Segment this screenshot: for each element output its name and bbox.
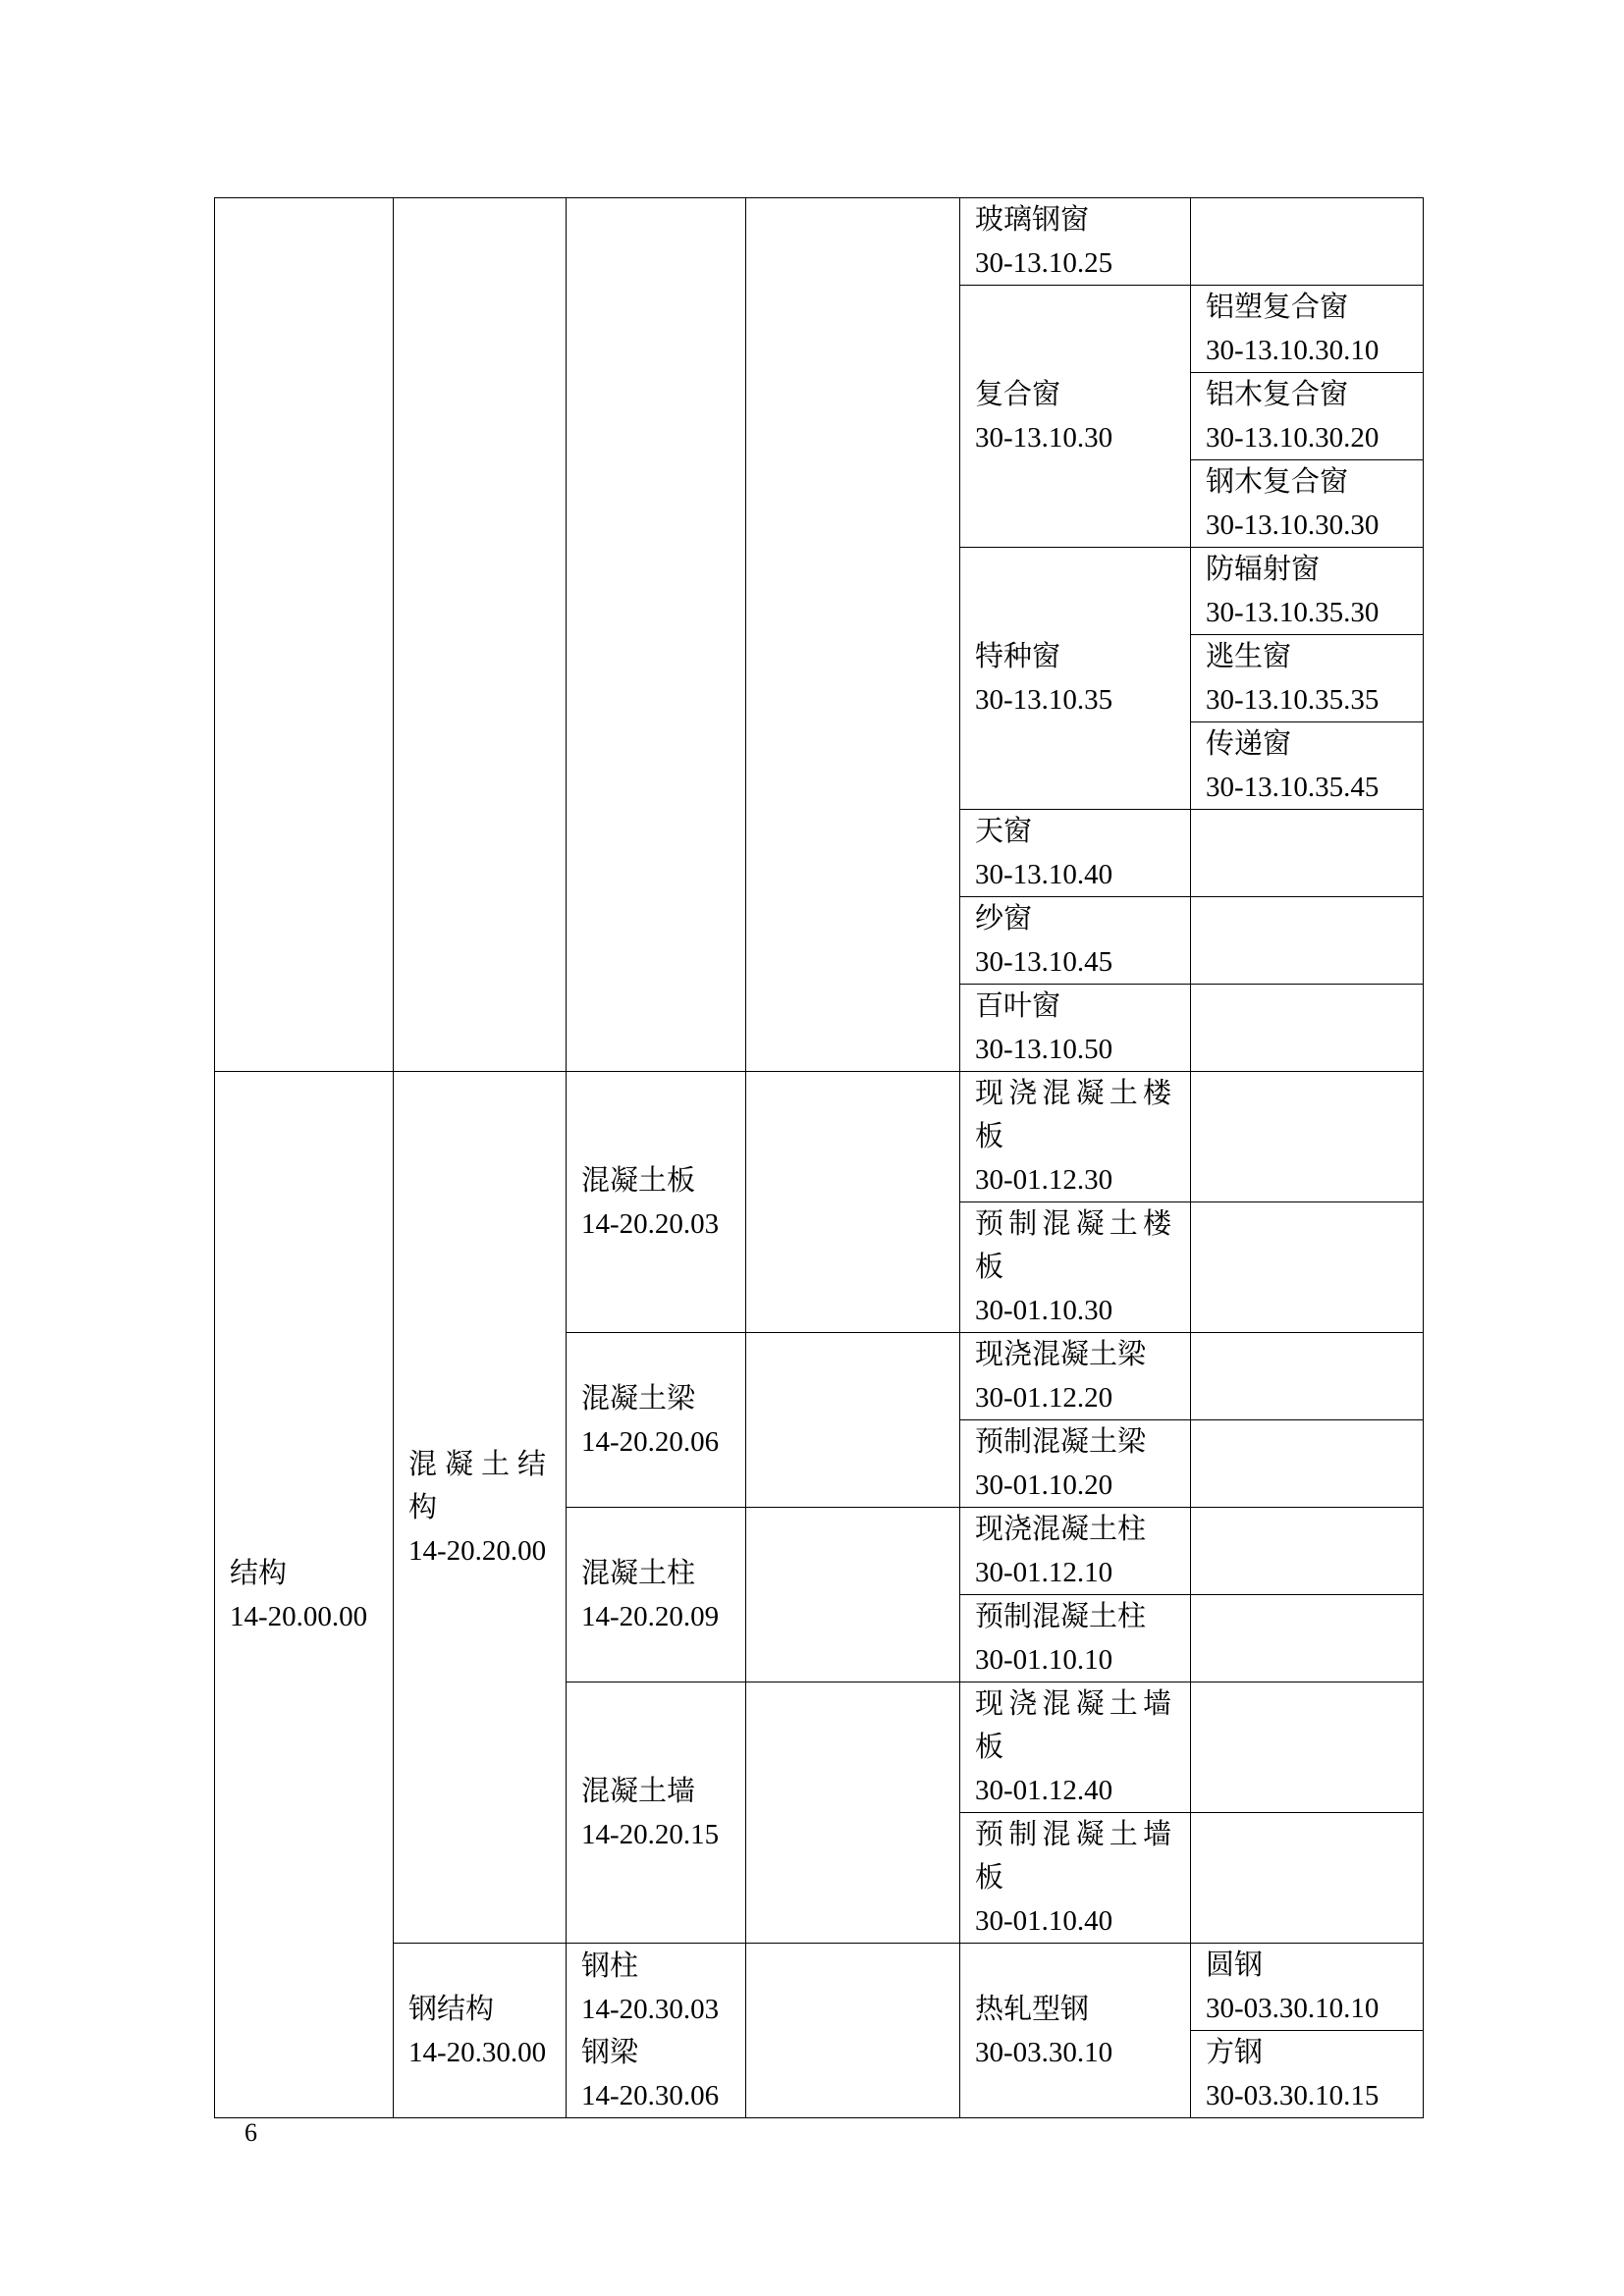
category-code: 14-20.00.00 [230, 1600, 368, 1632]
table-cell [960, 1508, 1191, 1595]
item-code: 30-03.30.10.15 [1206, 2080, 1380, 2111]
product-code: 30-01.10.40 [975, 1905, 1113, 1937]
item-code: 30-13.10.35 [975, 684, 1113, 716]
table-cell [960, 1202, 1191, 1333]
table-cell [960, 286, 1191, 548]
item-code: 30-13.10.35.45 [1206, 772, 1380, 803]
element-code: 14-20.20.15 [581, 1818, 720, 1850]
product-code: 30-01.12.40 [975, 1775, 1113, 1806]
table-cell [394, 1944, 567, 2118]
table-row [215, 198, 1424, 286]
table-cell [1191, 635, 1424, 722]
item-code: 30-13.10.50 [975, 1034, 1113, 1065]
table-cell [567, 1944, 746, 2118]
table-cell-empty [746, 1682, 960, 1944]
element-name: 钢梁 [581, 2036, 639, 2068]
product-code: 30-01.10.20 [975, 1469, 1113, 1501]
item-name: 逃生窗 [1206, 641, 1292, 672]
table-cell-empty [1191, 985, 1424, 1072]
item-name: 玻璃钢窗 [975, 204, 1090, 236]
item-code: 30-13.10.25 [975, 247, 1113, 279]
element-name: 混凝土板 [581, 1164, 696, 1197]
table-cell [960, 897, 1191, 985]
product-name: 热轧型钢 [975, 1993, 1090, 2025]
table-cell-empty [746, 1508, 960, 1682]
item-code: 30-13.10.45 [975, 946, 1113, 978]
table-cell-empty [1191, 1072, 1424, 1202]
table-cell [394, 1072, 567, 1944]
item-code: 30-13.10.30.30 [1206, 509, 1380, 541]
table-cell [960, 1595, 1191, 1682]
product-code: 30-01.12.10 [975, 1557, 1113, 1588]
product-name: 现浇混凝土墙板 [975, 1688, 1171, 1763]
table-cell [960, 1682, 1191, 1813]
table-cell [960, 1813, 1191, 1944]
item-code: 30-03.30.10.10 [1206, 1993, 1380, 2024]
table-cell-empty [1191, 1682, 1424, 1813]
table-cell [960, 1333, 1191, 1420]
item-name: 方钢 [1206, 2037, 1264, 2068]
item-code: 30-13.10.40 [975, 859, 1113, 890]
table-cell [960, 810, 1191, 897]
category-name: 结构 [230, 1557, 288, 1589]
table-cell-empty [746, 1072, 960, 1333]
table-cell [1191, 460, 1424, 548]
item-name: 铝塑复合窗 [1206, 292, 1349, 323]
table-cell [960, 1072, 1191, 1202]
table-cell-empty [1191, 1333, 1424, 1420]
item-name: 防辐射窗 [1206, 554, 1321, 585]
element-code: 14-20.20.09 [581, 1600, 720, 1632]
product-code: 30-01.12.30 [975, 1164, 1113, 1196]
item-name: 纱窗 [975, 903, 1033, 934]
element-name: 混凝土梁 [581, 1382, 696, 1415]
table-cell [567, 1072, 746, 1333]
subcategory-name: 钢结构 [408, 1993, 495, 2025]
table-cell [567, 1333, 746, 1508]
product-code: 30-03.30.10 [975, 2036, 1113, 2068]
table-cell-empty [1191, 198, 1424, 286]
table-cell [960, 1420, 1191, 1508]
item-name: 圆钢 [1206, 1949, 1264, 1981]
table-cell [1191, 286, 1424, 373]
table-cell [1191, 1944, 1424, 2031]
table-cell-empty [567, 198, 746, 1072]
table-cell-empty [746, 198, 960, 1072]
table-cell-empty [1191, 1508, 1424, 1595]
table-cell [1191, 548, 1424, 635]
table-cell [215, 1072, 394, 2118]
item-name: 特种窗 [975, 641, 1061, 672]
table-cell-empty [1191, 1420, 1424, 1508]
element-name: 钢柱 [581, 1949, 639, 1982]
table-cell-empty [394, 198, 567, 1072]
item-name: 天窗 [975, 816, 1033, 847]
element-code: 14-20.20.06 [581, 1425, 720, 1458]
table-cell [960, 1944, 1191, 2118]
table-cell-empty [1191, 897, 1424, 985]
product-name: 预制混凝土墙板 [975, 1819, 1171, 1894]
table-cell [960, 985, 1191, 1072]
item-name: 铝木复合窗 [1206, 379, 1349, 410]
product-name: 现浇混凝土梁 [975, 1339, 1147, 1370]
item-name: 百叶窗 [975, 990, 1061, 1022]
table-cell [960, 548, 1191, 810]
table-cell [567, 1682, 746, 1944]
subcategory-name: 混凝土结构 [408, 1448, 546, 1523]
product-name: 现浇混凝土楼板 [975, 1078, 1171, 1152]
product-code: 30-01.12.20 [975, 1382, 1113, 1414]
element-code: 14-20.30.06 [581, 2079, 720, 2111]
table-cell-empty [1191, 1202, 1424, 1333]
item-name: 传递窗 [1206, 728, 1292, 760]
element-code: 14-20.20.03 [581, 1207, 720, 1240]
product-code: 30-01.10.10 [975, 1644, 1113, 1676]
table-cell-empty [746, 1333, 960, 1508]
product-name: 预制混凝土柱 [975, 1601, 1147, 1632]
item-name: 复合窗 [975, 379, 1061, 410]
product-name: 预制混凝土梁 [975, 1426, 1147, 1458]
classification-table [214, 197, 1424, 2118]
table-cell [1191, 373, 1424, 460]
subcategory-code: 14-20.20.00 [408, 1534, 547, 1567]
product-name: 现浇混凝土柱 [975, 1514, 1147, 1545]
table-cell [1191, 2031, 1424, 2118]
element-name: 混凝土柱 [581, 1557, 696, 1589]
item-code: 30-13.10.35.35 [1206, 684, 1380, 716]
product-name: 预制混凝土楼板 [975, 1208, 1171, 1283]
item-code: 30-13.10.35.30 [1206, 597, 1380, 628]
table-row [215, 1072, 1424, 1202]
element-code: 14-20.30.03 [581, 1993, 720, 2025]
table-cell-empty [1191, 1813, 1424, 1944]
table-cell-empty [1191, 1595, 1424, 1682]
product-code: 30-01.10.30 [975, 1295, 1113, 1326]
table-cell [960, 198, 1191, 286]
item-code: 30-13.10.30 [975, 422, 1113, 454]
table-cell [1191, 722, 1424, 810]
table-cell-empty [215, 198, 394, 1072]
item-code: 30-13.10.30.20 [1206, 422, 1380, 454]
table-cell-empty [746, 1944, 960, 2118]
page-number: 6 [244, 2118, 257, 2147]
subcategory-code: 14-20.30.00 [408, 2036, 547, 2068]
table-cell [567, 1508, 746, 1682]
item-code: 30-13.10.30.10 [1206, 335, 1380, 366]
item-name: 钢木复合窗 [1206, 466, 1349, 498]
table-row [215, 1944, 1424, 2031]
table-cell-empty [1191, 810, 1424, 897]
element-name: 混凝土墙 [581, 1775, 696, 1807]
